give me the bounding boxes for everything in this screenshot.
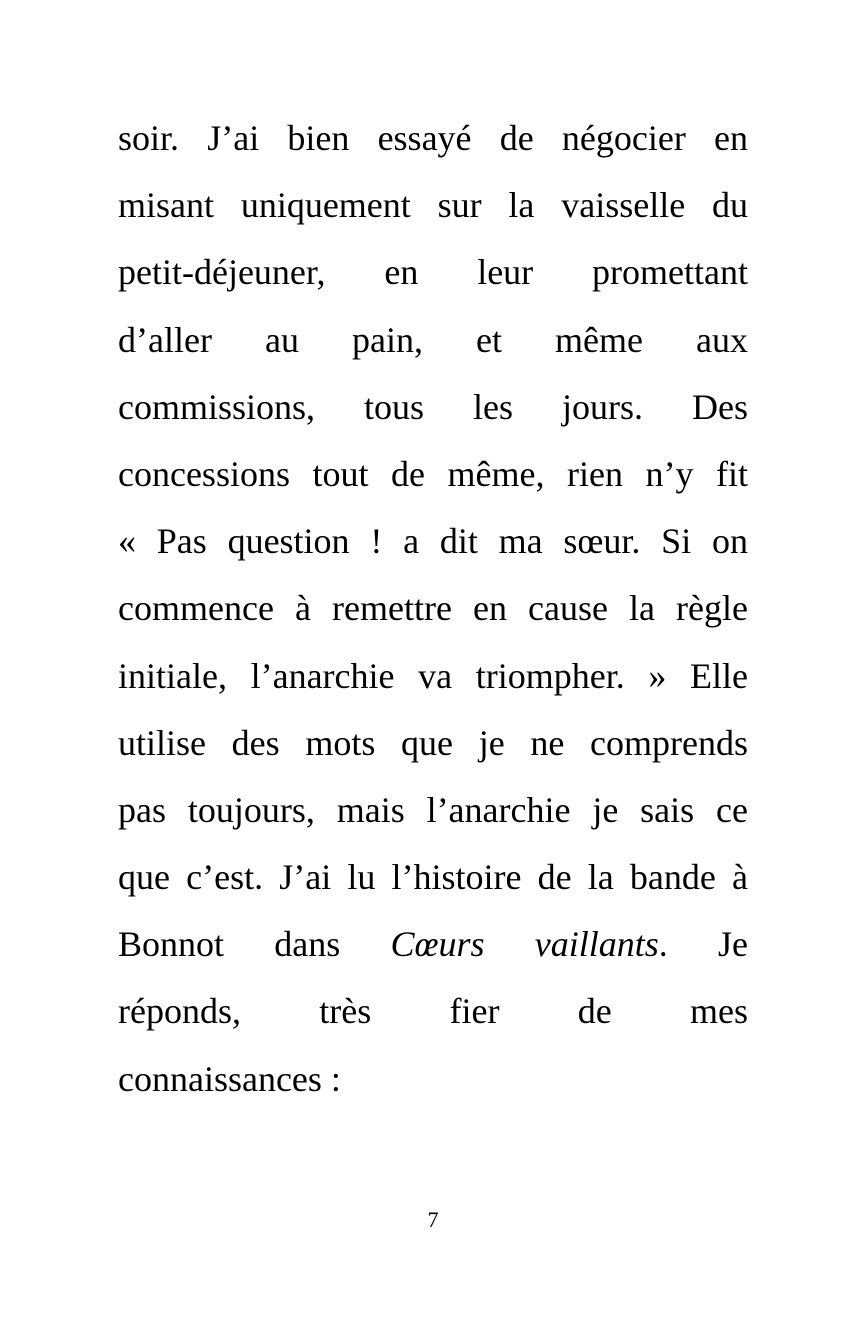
text-line-12: que c’est. J’ai lu l’histoire de la bande à — [118, 857, 748, 898]
text-line-6: concessions tout de même, rien n’y fit — [118, 453, 748, 494]
text-line-1: soir. J’ai bien essayé de négocier en — [118, 118, 748, 158]
text-line-5: commissions, tous les jours. Des — [118, 386, 748, 427]
text-line-14: réponds, très fier de mes — [118, 991, 748, 1032]
text-line-3: petit-déjeuner, en leur promettant — [118, 252, 748, 293]
body-text — [118, 112, 748, 1120]
text-line-2: misant uniquement sur la vaisselle du — [118, 185, 748, 226]
page-number: 7 — [427, 1207, 439, 1232]
text-line-10: utilise des mots que je ne comprends — [118, 722, 748, 763]
italic-title: Cœurs vaillants — [390, 924, 659, 965]
text-line-13-before: Bonnot dans — [118, 924, 391, 965]
text-line-13-after: . Je — [658, 924, 748, 965]
text-line-11: pas toujours, mais l’anarchie je sais ce — [118, 789, 748, 830]
text-line-9: initiale, l’anarchie va triompher. » Elle — [118, 655, 748, 696]
text-line-7: « Pas question ! a dit ma sœur. Si on — [118, 521, 748, 562]
text-line-13 — [118, 918, 748, 985]
text-line-15: connaissances : — [118, 1058, 341, 1099]
text-line-8: commence à remettre en cause la règle — [118, 588, 748, 629]
text-line-4: d’aller au pain, et même aux — [118, 319, 748, 360]
